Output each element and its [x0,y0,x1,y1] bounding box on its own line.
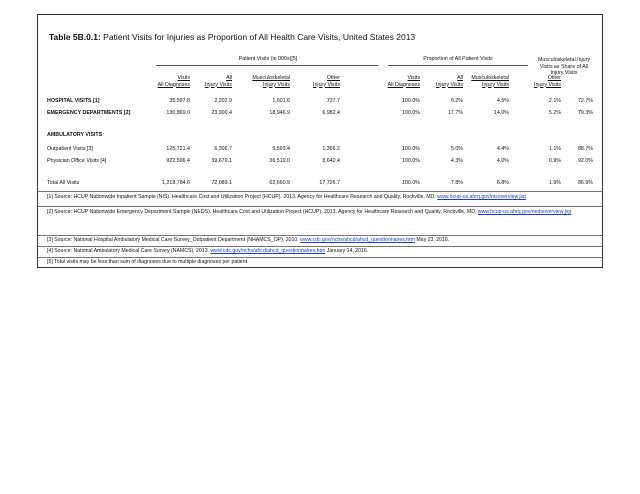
notes-separator-4 [38,246,602,247]
column-header-4: Other Injury Visits [313,75,340,88]
table-cell: 86.9% [577,180,593,186]
table-cell: 1,366.2 [322,146,340,152]
table-cell: 100.0% [402,158,420,164]
footnote-link[interactable]: www.hcup-us.ahrq.gov/nisoverview.jsp [437,194,527,200]
column-header-2: All Injury Visits [205,75,232,88]
column-header-5: Visits All Diagnoses [387,75,420,88]
column-header-7: Musculoskeletal Injury Visits [471,75,509,88]
table-frame [37,14,603,268]
table-cell: 1,601.6 [272,98,290,104]
notes-separator-3 [38,235,602,236]
table-cell: 1.1% [548,146,561,152]
group-divider-visits [156,65,378,66]
table-cell: 36,519.0 [269,158,290,164]
table-cell: 17.7% [447,110,463,116]
table-cell: 1.9% [548,180,561,186]
column-header-8: Other Injury Visits [534,75,561,88]
table-cell: 8,640.4 [322,158,340,164]
row-label: HOSPITAL VISITS [1] [47,98,100,104]
table-cell: 6.2% [450,98,463,104]
table-cell: 125,721.4 [166,146,190,152]
row-label: EMERGENCY DEPARTMENTS [2] [47,110,131,116]
column-header-1: Visits All Diagnoses [157,75,190,88]
table-number: Table 5B.0.1: [49,32,101,42]
table-cell: 4.3% [450,158,463,164]
table-cell: 6,306.7 [214,146,232,152]
table-cell: 4.5% [496,98,509,104]
table-title [49,32,415,42]
notes-separator-5 [38,257,602,258]
row-label: AMBULATORY VISITS [47,132,103,138]
table-cell: 100.0% [402,98,420,104]
table-cell: 5.2% [548,110,561,116]
footnote: [4] Source: National Ambulatory Medical Care Survey (NAMCS), 2013. www.cdc.gov/nchs/ahcd/ahcd_questionnaires.htm January 14, 2016. [47,248,369,254]
table-cell: 72.7% [577,98,593,104]
table-cell: 0.9% [548,158,561,164]
group-divider-proportion [388,65,528,66]
table-cell: 2.1% [548,98,561,104]
header-msk-share: Musculoskeletal Injury Visits as Share of All Injury Visits [537,57,591,76]
table-cell: 23,900.4 [211,110,232,116]
group-header-proportion: Proportion of All Patient Visits [423,56,493,62]
footnote-link[interactable]: www.cdc.gov/nchs/ahcd/ahcd_questionnaires.htm [210,248,326,254]
notes-separator-2 [38,206,602,207]
table-cell: 922,596.4 [166,158,190,164]
table-cell: 100.0% [402,180,420,186]
row-label: Total All Visits [47,180,80,186]
table-cell: 62,660.9 [269,180,290,186]
group-header-visits: Patient Visits (in 000s)[5] [238,56,298,62]
table-title-text: Patient Visits for Injuries as Proportion of All Health Care Visits, United States 2013 [100,32,416,42]
table-cell: 14.0% [493,110,509,116]
footnote: [2] Source: HCUP Nationwide Emergency Department Sample (NEDS). Healthcare Cost and Utilization Project (HCUP). 2013. Agency for Healthcare Research and Quality, Rockville, MD. www.hcup-us.ahrq.gov/nedsoverview.jsp [47,209,572,215]
table-cell: 4.4% [496,146,509,152]
column-header-3: Musculoskeletal Injury Visits [252,75,290,88]
table-cell: 35,597.8 [169,98,190,104]
table-cell: 79.3% [577,110,593,116]
footnote: [3] Source: National Hospital Ambulatory Medical Care Survey_Outpatient Department (NHAMCS_OP), 2010. www.cdc.gov/nchs/ahcd/ahcd_questionnaires.htm May 23, 2016. [47,237,450,243]
table-cell: 17,726.7 [319,180,340,186]
table-cell: 100.0% [402,110,420,116]
table-cell: 5.0% [450,146,463,152]
table-cell: 6,982.4 [322,110,340,116]
notes-separator-1 [38,191,602,192]
table-cell: 72,089.1 [211,180,232,186]
footnote: [5] Total visits may be less than sum of diagnoses due to multiple diagnoses per patient [47,259,248,265]
footnote-link[interactable]: www.hcup-us.ahrq.gov/nedsoverview.jsp [477,209,572,215]
table-cell: 100.0% [402,146,420,152]
table-cell: 737.7 [326,98,340,104]
table-cell: 39,679.1 [211,158,232,164]
row-label: Physician Office Visits [4] [47,158,107,164]
table-cell: 6.8% [496,180,509,186]
table-cell: 18,946.9 [269,110,290,116]
footnote: [1] Source: HCUP Nationwide Inpatient Sample (NIS). Healthcare Cost and Utilization Project (HCUP). 2013. Agency for Healthcare Research and Quality, Rockville, MD. www.hcup-us.ahrq.gov/nisoverview.jsp [47,194,527,200]
table-cell: 92.0% [577,158,593,164]
table-cell: 4.0% [496,158,509,164]
table-cell: 2,202.9 [214,98,232,104]
footnote-link[interactable]: www.cdc.gov/nchs/ahcd/ahcd_questionnaires.htm [300,237,415,243]
table-cell: 1,218,784.6 [162,180,190,186]
table-cell: 5,593.4 [272,146,290,152]
row-label: Outpatient Visits [3] [47,146,93,152]
column-header-6: All Injury Visits [436,75,463,88]
table-cell: 130,869.0 [166,110,190,116]
table-cell: 88.7% [577,146,593,152]
table-cell: 7.8% [450,180,463,186]
